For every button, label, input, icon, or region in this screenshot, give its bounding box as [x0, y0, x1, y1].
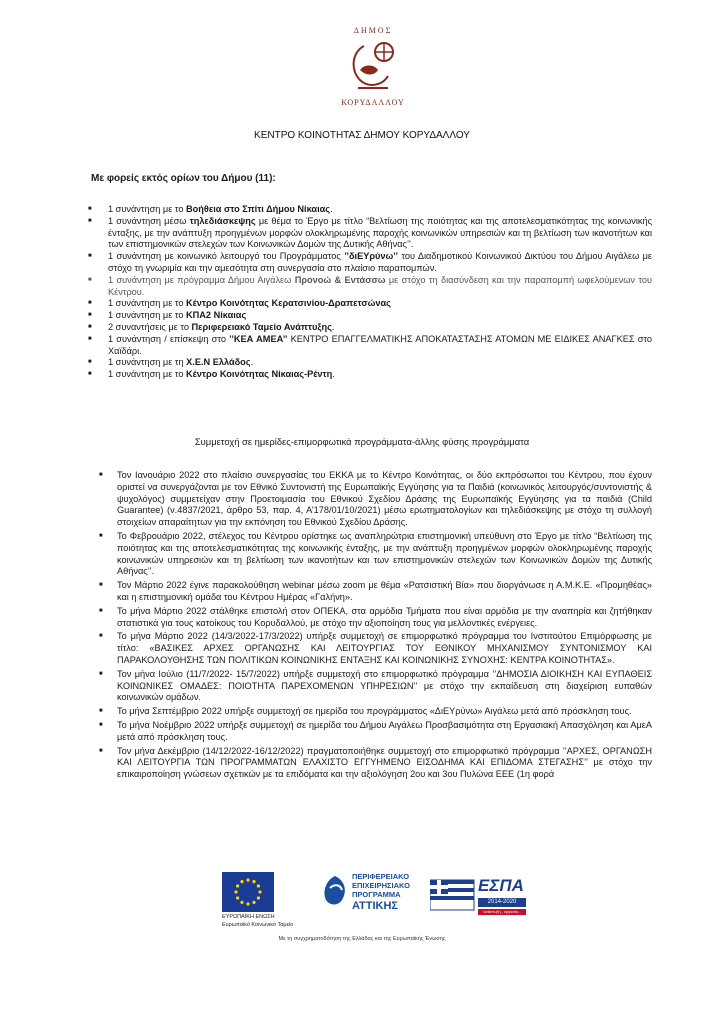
esf-label: Ευρωπαϊκό Κοινωνικό Ταμείο [222, 922, 294, 928]
list-item: ■ 1 συνάντηση με το Βοήθεια στο Σπίτι Δήμου Νίκαιας. [88, 204, 652, 216]
list-item: ■ 1 συνάντηση μέσω τηλεδιάσκεψης με θέμα το Έργο με τίτλο “Βελτίωση της ποιότητας και της αποτελεσματικότητας της κοινωνικής ένταξης, με την ανάπτυξη προηγμένων μορφών ολοκληρωμένης παροχής κοινωνικών υπηρεσιών και τη βελτίωση των ικανοτήτων και των επιστημονικών στελεχών των Κοινωνικών Δομών της Δυτικής Αθήνας’’. [88, 216, 652, 251]
logo-emblem-icon [346, 36, 400, 96]
list-item: ■ Τον Ιανουάριο 2022 στο πλαίσιο συνεργασίας του ΕΚΚΑ με το Κέντρο Κοινότητας, οι δύο εκπρόσωποι του Κέντρου, που έχουν οριστεί να συνεργάζονται με τον Εθνικό Συντονιστή της Ευρωπαϊκής Εγγύησης για τα Παιδιά (κοινωνικός λειτουργός/συντονιστής & ψυχολόγος) συμμετείχαν στην Προετοιμασία του Εθνικού Σχεδίου Δράσης της Ευρωπαϊκής Εγγύησης για τα παιδιά (Child Guarantee) (ν.4837/2021, άρθρο 53, παρ. 4, Α’178/01/10/2021) μέσω ερωτηματολογίων και τηλεδιάσκεψης με στόχο τη συλλογή στοιχείων απαραίτητων για την εκπόνηση του Εθνικού Σχεδίου Δράσης. [99, 470, 652, 529]
list-item: ■ 1 συνάντηση με κοινωνικό λειτουργό του Προγράμματος ’’διΕΥρύνω’’ του Διαδημοτικού Κοινωνικού Δικτύου του Δήμου Αιγάλεω με στόχο τη γνωριμία και την αμεσότητα στη συνεργασία στο πλαίσιο παραπομπών. [88, 251, 652, 275]
pep-region: ΑΤΤΙΚΗΣ [352, 900, 399, 912]
list-item: ■ 1 συνάντηση με τη Χ.Ε.Ν Ελλάδος. [88, 357, 652, 369]
list-item: ■ Τον Μάρτιο 2022 έγινε παρακολούθηση webinar μέσω zoom με θέμα «Ρατσιστική Βία» που διοργάνωσε η Α.Μ.Κ.Ε. «Προμηθέας» και η επιστημονική ομάδα του Κέντρου Ημέρας «Γαλήνη». [99, 580, 652, 604]
list-item: ■ Το μήνα Σεπτέμβριο 2022 υπήρξε συμμετοχή σε ημερίδα του προγράμματος «ΔιΕΥρύνω» Αιγάλεω μετά από πρόσκληση τους. [99, 706, 652, 718]
section-heading: Με φορείς εκτός ορίων του Δήμου (11): [91, 173, 276, 184]
list-item: ■ Το μήνα Μάρτιο 2022 στάλθηκε επιστολή στον ΟΠΕΚΑ, στα αρμόδια Τμήματα που είναι αρμόδια με την αναπηρία και ζητήθηκαν στατιστικά για τους κατοίκους του Κορυδαλλού, με στόχο την αξιοποίηση τους για μελλοντικές ενέργειες. [99, 606, 652, 630]
list-item: ■ Τον μήνα Ιούλιο (11/7/2022- 15/7/2022) υπήρξε συμμετοχή στο επιμορφωτικό πρόγραμμα ’’ΔΗΜΟΣΙΑ ΔΙΟΙΚΗΣΗ ΚΑΙ ΕΥΠΑΘΕΙΣ ΚΟΙΝΩΝΙΚΕΣ ΟΜΑΔΕΣ: ΠΟΙΟΤΗΤΑ ΠΑΡΕΧΟΜΕΝΩΝ ΥΠΗΡΕΣΙΩΝ’’ με στόχο την εκπαίδευση στη διαχείριση ευπαθών κοινωνικών ομάδων. [99, 669, 652, 704]
logo-top-text: ΔΗΜΟΣ [353, 26, 393, 35]
espa-slogan: ανάπτυξη - εργασία - αλληλεγγύη [478, 909, 526, 915]
eu-label: ΕΥΡΩΠΑΪΚΗ ΕΝΩΣΗ [222, 914, 275, 920]
meetings-list [88, 204, 652, 381]
list-item: ■ Το μήνα Νοέμβριο 2022 υπήρξε συμμετοχή σε ημερίδα του Δήμου Αιγάλεω Προσβασιμότητα στη Εργασιακή Απασχόληση και ΑμεΑ μετά από πρόσκληση τους. [99, 720, 652, 744]
list-item: ■ 1 συνάντηση με το Κέντρο Κοινότητας Κερατσινίου-Δραπετσώνας [88, 298, 652, 310]
list-item: ■ Το Φεβρουάριο 2022, στέλεχος του Κέντρου ορίστηκε ως αναπληρώτρια επιστημονική υπεύθυνη στο Έργο με τίτλο “Βελτίωση της ποιότητας και της αποτελεσματικότητας της κοινωνικής ένταξης, με την ανάπτυξη προηγμένων μορφών ολοκληρωμένης παροχής κοινωνικών υπηρεσιών και τη βελτίωση των ικανοτήτων και των επιστημονικών στελεχών των Κοινωνικών Δομών της Δυτικής Αθήνας’’. [99, 531, 652, 578]
municipality-logo [333, 26, 413, 110]
list-item: ■ Τον μήνα Δεκέμβριο (14/12/2022-16/12/2022) πραγματοποιήθηκε συμμετοχή στο επιμορφωτικό πρόγραμμα ’’ΑΡΧΕΣ, ΟΡΓΑΝΩΣΗ ΚΑΙ ΛΕΙΤΟΥΡΓΙΑ ΤΩΝ ΠΡΟΓΡΑΜΜΑΤΩΝ ΕΛΑΧΙΣΤΟ ΕΓΓΥΗΜΕΝΟ ΕΙΣΟΔΗΜΑ ΚΑΙ ΕΠΙΔΟΜΑ ΣΤΕΓΑΣΗΣ’’ με στόχο την επικαιροποίηση γνώσεων σχετικών με τα επιδόματα και την αξιολόγηση 2ου και 3ου Πυλώνα ΕΕΕ (1η φορά [99, 746, 652, 781]
list-item: ■ 1 συνάντηση με το Κέντρο Κοινότητας Νίκαιας-Ρέντη. [88, 369, 652, 381]
espa-years: 2014-2020 [478, 898, 526, 907]
list-item: ■ 2 συναντήσεις με το Περιφερειακό Ταμείο Ανάπτυξης. [88, 322, 652, 334]
activities-list [99, 470, 652, 783]
list-item: ■ Το μήνα Μάρτιο 2022 (14/3/2022-17/3/2022) υπήρξε συμμετοχή σε επιμορφωτικό πρόγραμμα του Ινστιτούτου Επιμόρφωσης με τίτλο: «ΒΑΣΙΚΕΣ ΑΡΧΕΣ ΟΡΓΑΝΩΣΗΣ ΚΑΙ ΛΕΙΤΟΥΡΓΙΑΣ ΤΟΥ ΕΘΝΙΚΟΥ ΜΗΧΑΝΙΣΜΟΥ ΣΥΝΤΟΝΙΣΜΟΥ ΚΑΙ ΠΑΡΑΚΟΛΟΥΘΗΣΗΣ ΤΩΝ ΠΟΛΙΤΙΚΩΝ ΚΟΙΝΩΝΙΚΗΣ ΕΝΤΑΞΗΣ ΚΑΙ ΚΟΙΝΩΝΙΚΗΣ ΣΥΝΟΧΗΣ: ΚΕΝΤΡΑ ΚΟΙΝΟΤΗΤΑΣ». [99, 631, 652, 666]
eu-flag-icon [222, 872, 274, 912]
page-title: ΚΕΝΤΡΟ ΚΟΙΝΟΤΗΤΑΣ ΔΗΜΟΥ ΚΟΡΥΔΑΛΛΟΥ [254, 130, 470, 141]
subheading: Συμμετοχή σε ημερίδες-επιμορφωτικά προγράμματα-άλλης φύσης προγράμματα [194, 436, 530, 447]
cofunding-note: Με τη συγχρηματοδότηση της Ελλάδας και της Ευρωπαϊκής Ένωσης [278, 936, 446, 942]
pep-attica-icon [320, 874, 350, 913]
logo-bottom-text: ΚΟΡΥΔΑΛΛΟΥ [341, 98, 405, 107]
pep-title: ΠΕΡΙΦΕΡΕΙΑΚΟ ΕΠΙΧΕΙΡΗΣΙΑΚΟ ΠΡΟΓΡΑΜΜΑ [352, 872, 410, 899]
list-item: ■ 1 συνάντηση με πρόγραμμα Δήμου Αιγάλεω Προνοώ & Εντάσσω με στόχο τη διασύνδεση και την παραπομπή ωφελούμενων του Κέντρου. [88, 275, 652, 299]
list-item: ■ 1 συνάντηση με το ΚΠΑ2 Νίκαιας [88, 310, 652, 322]
list-item: ■ 1 συνάντηση / επίσκεψη στο ’’ΚΕΑ ΑΜΕΑ’’ ΚΕΝΤΡΟ ΕΠΑΓΓΕΛΜΑΤΙΚΗΣ ΑΠΟΚΑΤΑΣΤΑΣΗΣ ΑΤΟΜΩΝ ΜΕ ΕΙΔΙΚΕΣ ΑΝΑΓΚΕΣ στο Χαϊδάρι. [88, 334, 652, 358]
espa-title: ΕΣΠΑ [478, 876, 524, 895]
